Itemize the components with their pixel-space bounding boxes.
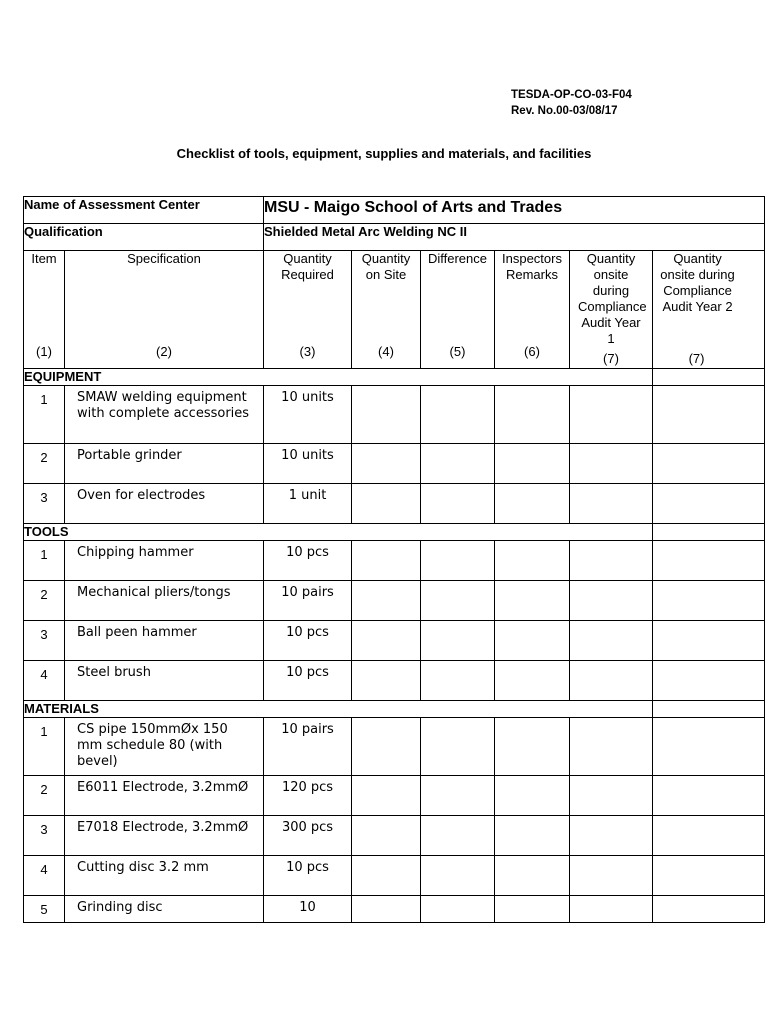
item-specification: Chipping hammer: [65, 541, 264, 581]
section-row: [24, 524, 765, 541]
inspectors-remarks-cell: [495, 621, 570, 661]
audit-year-1-cell: [570, 386, 653, 444]
audit-year-2-cell: [653, 444, 765, 484]
audit-year-1-cell: [570, 661, 653, 701]
quantity-required: 10 pairs: [264, 718, 352, 776]
difference-cell: [421, 856, 495, 896]
quantity-required: 10 pcs: [264, 541, 352, 581]
audit-year-1-cell: [570, 718, 653, 776]
audit-year-1-cell: [570, 776, 653, 816]
section-empty-cell: [653, 701, 765, 718]
quantity-required: 300 pcs: [264, 816, 352, 856]
document-title: Checklist of tools, equipment, supplies and materials, and facilities: [176, 146, 592, 161]
item-specification: SMAW welding equipment with complete accessories: [65, 386, 264, 444]
inspectors-remarks-cell: [495, 444, 570, 484]
audit-year-1-cell: [570, 621, 653, 661]
audit-year-1-cell: [570, 444, 653, 484]
item-number: 1: [24, 541, 65, 581]
quantity-required: 10 pcs: [264, 856, 352, 896]
quantity-on-site-cell: [352, 896, 421, 923]
inspectors-remarks-cell: [495, 856, 570, 896]
item-number: 5: [24, 896, 65, 923]
inspectors-remarks-cell: [495, 386, 570, 444]
item-specification: Cutting disc 3.2 mm: [65, 856, 264, 896]
table-row: [24, 776, 765, 816]
quantity-required: 120 pcs: [264, 776, 352, 816]
inspectors-remarks-cell: [495, 816, 570, 856]
item-number: 2: [24, 776, 65, 816]
quantity-required: 10 units: [264, 386, 352, 444]
section-title: EQUIPMENT: [24, 369, 653, 386]
col-header-inspectors-remarks: Inspectors Remarks (6): [495, 251, 570, 369]
inspectors-remarks-cell: [495, 581, 570, 621]
col-header-audit-year-1: Quantity onsite during Compliance Audit Year 1 (7): [570, 251, 653, 369]
section-empty-cell: [653, 369, 765, 386]
item-number: 4: [24, 856, 65, 896]
quantity-on-site-cell: [352, 856, 421, 896]
section-row: [24, 369, 765, 386]
table-row: [24, 661, 765, 701]
item-number: 4: [24, 661, 65, 701]
audit-year-1-cell: [570, 816, 653, 856]
audit-year-1-cell: [570, 856, 653, 896]
audit-year-2-cell: [653, 896, 765, 923]
col-header-item: Item (1): [24, 251, 65, 369]
item-specification: Portable grinder: [65, 444, 264, 484]
audit-year-2-cell: [653, 386, 765, 444]
qualification-value: Shielded Metal Arc Welding NC II: [264, 224, 765, 251]
item-specification: Grinding disc: [65, 896, 264, 923]
inspectors-remarks-cell: [495, 718, 570, 776]
inspectors-remarks-cell: [495, 776, 570, 816]
inspectors-remarks-cell: [495, 484, 570, 524]
table-row: [24, 581, 765, 621]
col-header-audit-year-2: Quantity onsite during Compliance Audit Year 2 (7): [653, 251, 765, 369]
item-specification: E6011 Electrode, 3.2mmØ: [65, 776, 264, 816]
item-specification: E7018 Electrode, 3.2mmØ: [65, 816, 264, 856]
section-row: [24, 701, 765, 718]
col-header-quantity-required: Quantity Required (3): [264, 251, 352, 369]
item-number: 1: [24, 386, 65, 444]
quantity-required: 10 pcs: [264, 661, 352, 701]
audit-year-2-cell: [653, 621, 765, 661]
audit-year-2-cell: [653, 484, 765, 524]
quantity-on-site-cell: [352, 718, 421, 776]
doc-code: TESDA-OP-CO-03-F04: [511, 89, 632, 101]
audit-year-2-cell: [653, 718, 765, 776]
col-header-specification: Specification (2): [65, 251, 264, 369]
audit-year-1-cell: [570, 896, 653, 923]
audit-year-1-cell: [570, 581, 653, 621]
table-row: [24, 541, 765, 581]
table-row: [24, 386, 765, 444]
item-specification: Oven for electrodes: [65, 484, 264, 524]
difference-cell: [421, 484, 495, 524]
audit-year-2-cell: [653, 776, 765, 816]
revision-number: Rev. No.00-03/08/17: [511, 105, 618, 117]
col-header-quantity-on-site: Quantity on Site (4): [352, 251, 421, 369]
audit-year-2-cell: [653, 661, 765, 701]
quantity-on-site-cell: [352, 541, 421, 581]
quantity-on-site-cell: [352, 776, 421, 816]
quantity-on-site-cell: [352, 386, 421, 444]
quantity-on-site-cell: [352, 444, 421, 484]
difference-cell: [421, 776, 495, 816]
table-row: [24, 816, 765, 856]
assessment-center-row: [24, 197, 765, 224]
quantity-required: 10 units: [264, 444, 352, 484]
item-number: 2: [24, 444, 65, 484]
quantity-on-site-cell: [352, 816, 421, 856]
inspectors-remarks-cell: [495, 661, 570, 701]
quantity-on-site-cell: [352, 484, 421, 524]
difference-cell: [421, 386, 495, 444]
audit-year-2-cell: [653, 856, 765, 896]
difference-cell: [421, 581, 495, 621]
quantity-on-site-cell: [352, 621, 421, 661]
col-header-difference: Difference (5): [421, 251, 495, 369]
item-number: 3: [24, 621, 65, 661]
quantity-required: 10 pcs: [264, 621, 352, 661]
difference-cell: [421, 621, 495, 661]
table-row: [24, 896, 765, 923]
difference-cell: [421, 541, 495, 581]
quantity-on-site-cell: [352, 661, 421, 701]
item-specification: Steel brush: [65, 661, 264, 701]
item-number: 2: [24, 581, 65, 621]
item-number: 3: [24, 816, 65, 856]
column-header-row: [24, 251, 765, 369]
quantity-required: 1 unit: [264, 484, 352, 524]
inspectors-remarks-cell: [495, 896, 570, 923]
section-title: MATERIALS: [24, 701, 653, 718]
quantity-required: 10: [264, 896, 352, 923]
assessment-center-value: MSU - Maigo School of Arts and Trades: [264, 197, 765, 224]
difference-cell: [421, 661, 495, 701]
document-reference: [511, 87, 632, 119]
qualification-row: [24, 224, 765, 251]
table-row: [24, 444, 765, 484]
item-number: 1: [24, 718, 65, 776]
qualification-label: Qualification: [24, 224, 264, 251]
difference-cell: [421, 718, 495, 776]
difference-cell: [421, 896, 495, 923]
quantity-required: 10 pairs: [264, 581, 352, 621]
inspectors-remarks-cell: [495, 541, 570, 581]
item-number: 3: [24, 484, 65, 524]
table-row: [24, 621, 765, 661]
table-row: [24, 484, 765, 524]
difference-cell: [421, 444, 495, 484]
section-empty-cell: [653, 524, 765, 541]
table-row: [24, 856, 765, 896]
checklist-table: [23, 196, 765, 923]
audit-year-2-cell: [653, 541, 765, 581]
audit-year-1-cell: [570, 541, 653, 581]
audit-year-1-cell: [570, 484, 653, 524]
section-title: TOOLS: [24, 524, 653, 541]
audit-year-2-cell: [653, 581, 765, 621]
item-specification: Mechanical pliers/tongs: [65, 581, 264, 621]
item-specification: CS pipe 150mmØx 150 mm schedule 80 (with bevel): [65, 718, 264, 776]
quantity-on-site-cell: [352, 581, 421, 621]
item-specification: Ball peen hammer: [65, 621, 264, 661]
assessment-center-label: Name of Assessment Center: [24, 197, 264, 224]
audit-year-2-cell: [653, 816, 765, 856]
table-row: [24, 718, 765, 776]
difference-cell: [421, 816, 495, 856]
